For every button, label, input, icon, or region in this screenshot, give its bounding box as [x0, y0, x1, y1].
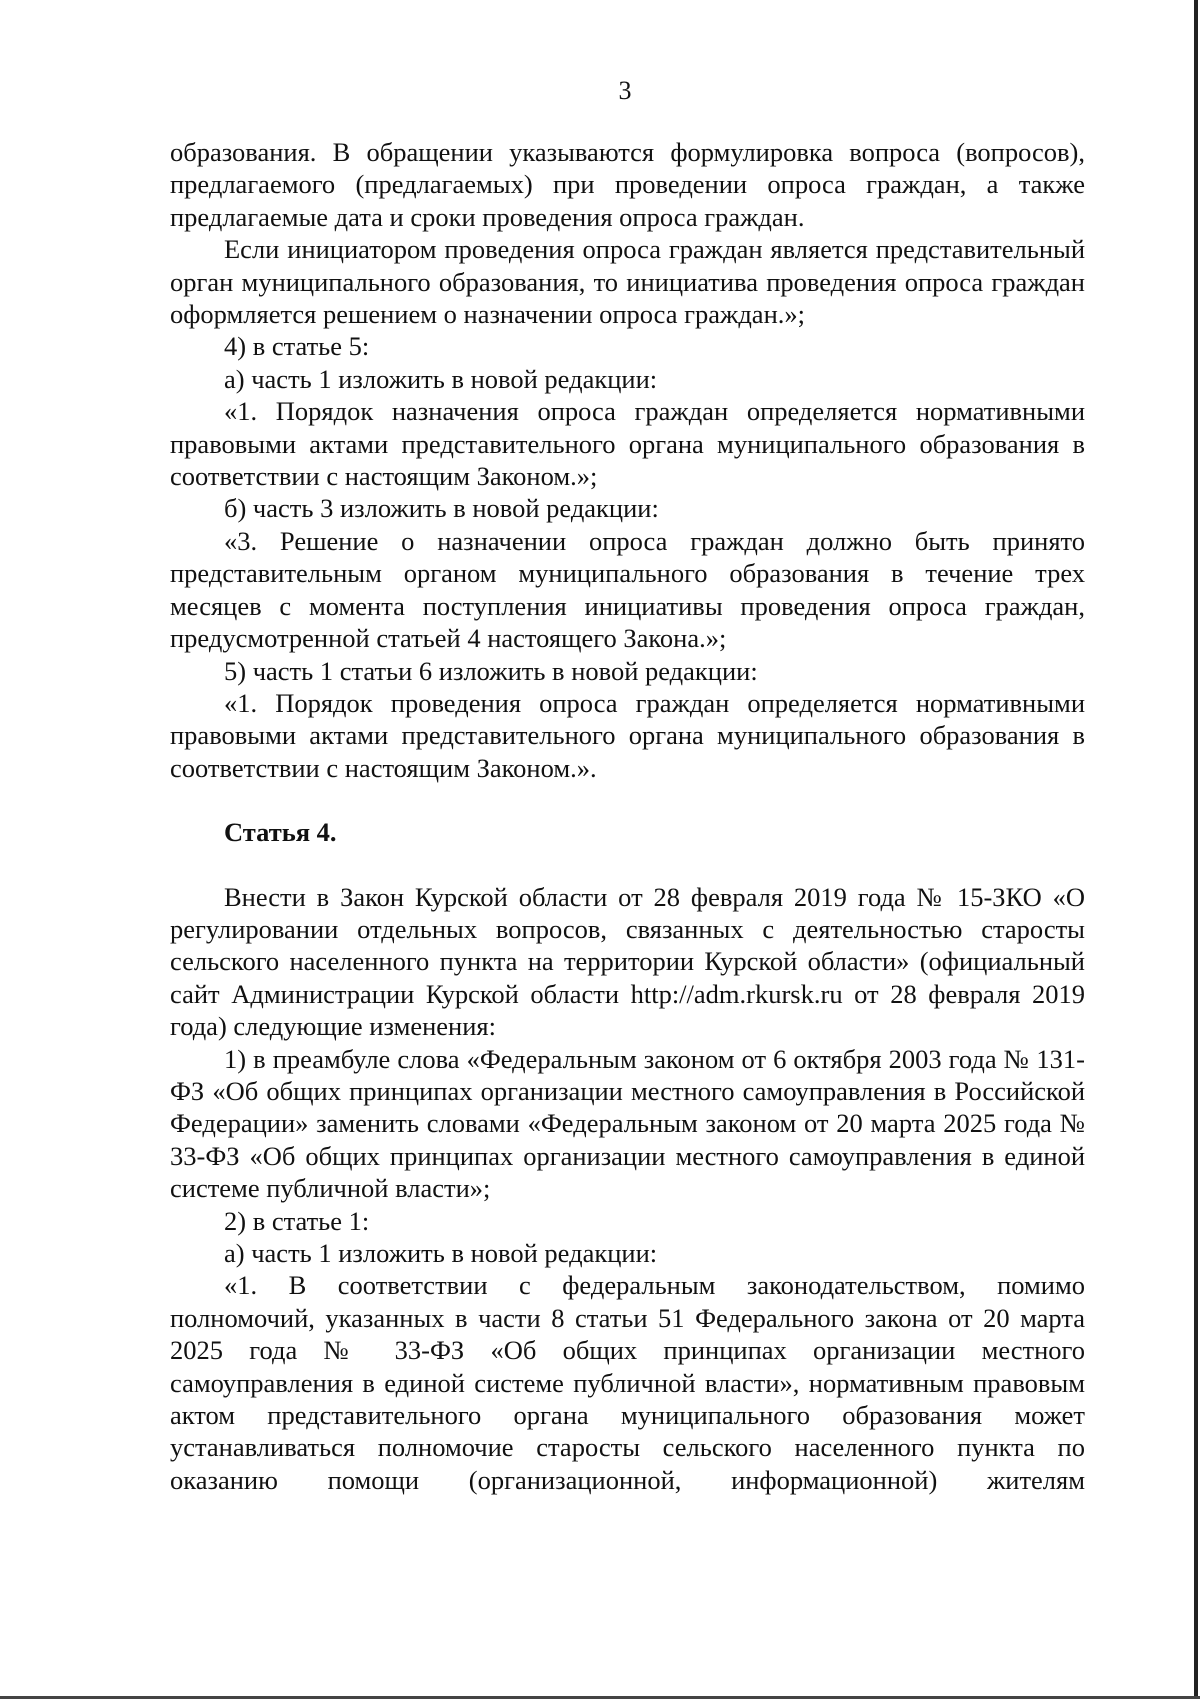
page-number: 3 [618, 76, 632, 105]
paragraph-amendments-intro: Внести в Закон Курской области от 28 февраля 2019 года № 15-ЗКО «О регулировании отдельных вопросов, связанных с деятельностью старосты сельского населенного пункта на территории Курской области» (официальный сайт Администрации Курской области http://adm.rkursk.ru от 28 февраля 2019 года) следующие изменения: [170, 881, 1085, 1042]
quoted-text-article-6: «1. Порядок проведения опроса граждан определяется нормативными правовыми актами представительного органа муниципального образования в соответствии с настоящим Законом.». [170, 687, 1085, 783]
quoted-text-article-1-part-1: «1. В соответствии с федеральным законодательством, помимо полномочий, указанных в части 8 статьи 51 Федерального закона от 20 марта 2025 года № 33-ФЗ «Об общих принципах организации местного самоуправления в единой системе публичной власти», нормативным правовым актом представительного органа муниципального образования может устанавливаться полномочие старосты сельского населенного пункта по оказанию помощи (организационной, информационной) жителям [170, 1270, 1085, 1495]
article-heading: Статья 4. [224, 817, 337, 848]
list-item-part-1-new-edition: а) часть 1 изложить в новой редакции: [224, 363, 658, 394]
quoted-text-part-3: «3. Решение о назначении опроса граждан должно быть принято представительным органом муниципального образования в течение трех месяцев с момента поступления инициативы проведения опроса граждан, предусмотренной статьей 4 настоящего Закона.»; [170, 525, 1085, 654]
document-body [170, 136, 1085, 1496]
paragraph-continuation: образования. В обращении указываются формулировка вопроса (вопросов), предлагаемого (предлагаемых) при проведении опроса граждан, а также предлагаемые дата и сроки проведения опроса граждан. [170, 137, 1085, 232]
scan-page-edge-right [1194, 0, 1198, 1699]
paragraph-initiator: Если инициатором проведения опроса граждан является представительный орган муниципального образования, то инициатива проведения опроса граждан оформляется решением о назначении опроса граждан.»; [170, 234, 1085, 330]
list-item-article-6: 5) часть 1 статьи 6 изложить в новой редакции: [224, 655, 758, 686]
list-item-article-1: 2) в статье 1: [224, 1205, 370, 1236]
list-item-article-5: 4) в статье 5: [224, 331, 370, 362]
quoted-text-part-1: «1. Порядок назначения опроса граждан определяется нормативными правовыми актами представительного органа муниципального образования в соответствии с настоящим Законом.»; [170, 396, 1085, 492]
list-item-preamble: 1) в преамбуле слова «Федеральным законом от 6 октября 2003 года № 131-ФЗ «Об общих принципах организации местного самоуправления в Российской Федерации» заменить словами «Федеральным законом от 20 марта 2025 года № 33-ФЗ «Об общих принципах организации местного самоуправления в единой системе публичной власти»; [170, 1043, 1085, 1204]
list-item-part-3-new-edition: б) часть 3 изложить в новой редакции: [224, 493, 659, 524]
list-item-part-1-article-1: а) часть 1 изложить в новой редакции: [224, 1238, 658, 1268]
